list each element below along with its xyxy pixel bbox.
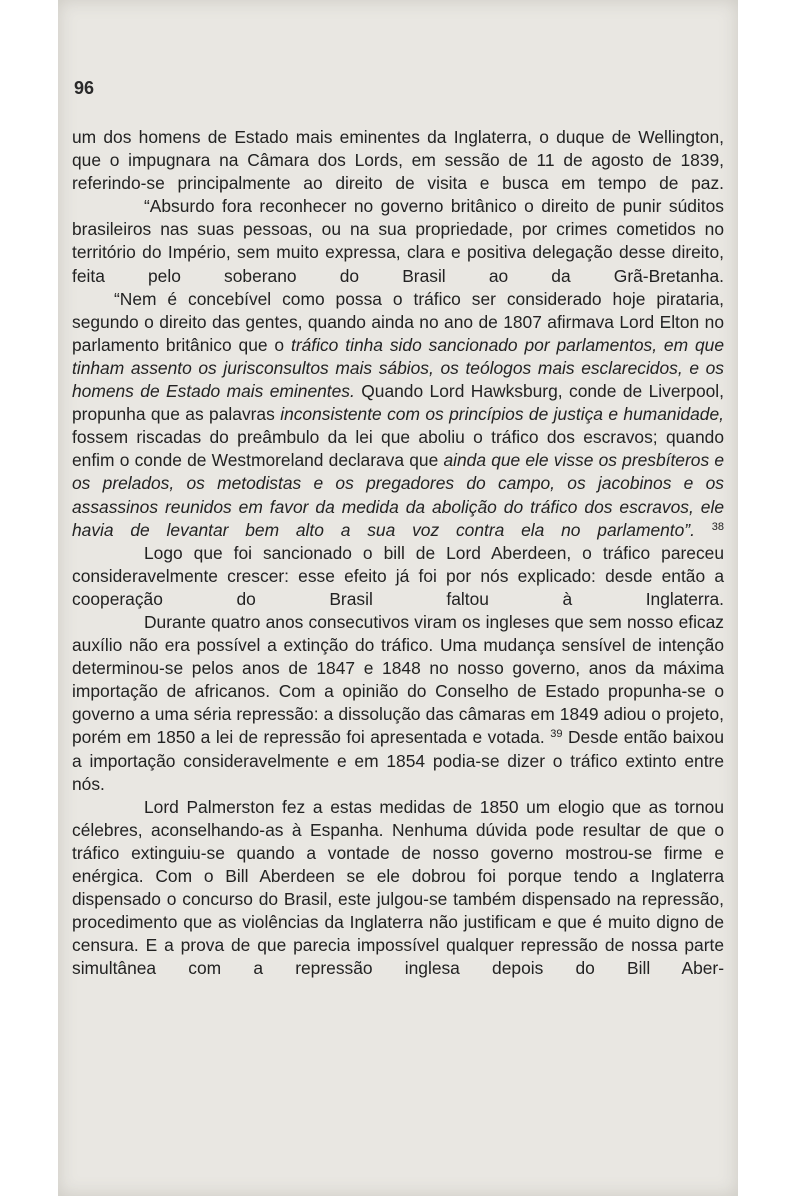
paragraph-5 xyxy=(72,611,724,796)
paragraph-text: “Absurdo fora reconhecer no governo britânico o direito de punir súditos brasileiros nas suas pessoas, ou na sua propriedade, por crimes cometidos no território do Império, sem muito expressa, clara e positiva delegação desse direito, feita pelo soberano do Brasil ao da Grã-Bretanha. xyxy=(72,196,724,286)
body-text xyxy=(72,126,724,980)
italic-quote: inconsistente com os princípios de justiça e humanidade, xyxy=(280,404,724,425)
paragraph-text: Logo que foi sancionado o bill de Lord Aberdeen, o tráfico pareceu consideravelmente crescer: esse efeito já foi por nós explicado: desde então a cooperação do Brasil faltou à Inglaterra. xyxy=(72,542,724,609)
paragraph-3-quote xyxy=(72,288,724,542)
paragraph-6 xyxy=(72,796,724,981)
italic-quote: tráfico tinha sido sancionado por parlamentos, em que tinham assento os jurisconsultos mais sábios, os teólogos mais esclarecidos, e os homens de Estado mais eminentes. xyxy=(72,334,724,402)
footnote-ref-38: 38 xyxy=(711,520,724,533)
paragraph-4 xyxy=(72,542,724,611)
paragraph-text: Lord Palmerston fez a estas medidas de 1850 um elogio que as tornou célebres, aconselhando-as à Espanha. Nenhuma dúvida pode resultar de que o tráfico extinguiu-se quando a vontade de nosso governo mostrou-se firme e enérgica. Com o Bill Aberdeen se ele dobrou foi porque tendo a Inglaterra dispensado o concurso do Brasil, este julgou-se também dispensado na repressão, procedimento que as violências da Inglaterra não justificam e que é muito digno de censura. E a prova de que parecia impossível qualquer repressão de nossa parte simultânea com a repressão inglesa depois do Bill Aber- xyxy=(72,796,724,979)
paragraph-1 xyxy=(72,126,724,195)
paragraph-text: um dos homens de Estado mais eminentes da Inglaterra, o duque de Wellington, que o impugnara na Câmara dos Lords, em sessão de 11 de agosto de 1839, referindo-se principalmente ao direito de visita e busca em tempo de paz. xyxy=(72,127,724,194)
page-number: 96 xyxy=(74,78,95,98)
paragraph-text: fossem riscadas do preâmbulo da lei que aboliu o tráfico dos escravos; quando enfim o conde de Westmoreland declarava que xyxy=(72,427,724,471)
paragraph-text: Quando Lord Hawksburg, conde de Liverpool, propunha que as palavras xyxy=(72,381,724,425)
italic-quote: ainda que ele visse os presbíteros e os prelados, os metodistas e os pregadores do campo, os jacobinos e os assassinos reunidos em favor da medida da abolição do tráfico dos escravos, ele havia de levantar bem alto a sua voz contra ela no parlamento”. xyxy=(72,450,724,540)
footnote-ref-39: 39 xyxy=(550,728,563,741)
paragraph-text: Durante quatro anos consecutivos viram os ingleses que sem nosso eficaz auxílio não era possível a extinção do tráfico. Uma mudança sensível de intenção determinou-se pelos anos de 1847 e 1848 no nosso governo, anos da máxima importação de africanos. Com a opinião do Conselho de Estado propunha-se o governo a uma séria repressão: a dissolução das câmaras em 1849 adiou o projeto, porém em 1850 a lei de repressão foi apresentada e votada. xyxy=(72,611,724,748)
paragraph-2-quote xyxy=(72,195,724,287)
paragraph-text: “Nem é concebível como possa o tráfico ser considerado hoje pirataria, segundo o direito das gentes, quando ainda no ano de 1807 afirmava Lord Elton no parlamento britânico que o xyxy=(72,288,724,355)
paragraph-text: Desde então baixou a importação consideravelmente e em 1854 podia-se dizer o tráfico extinto entre nós. xyxy=(72,727,725,794)
